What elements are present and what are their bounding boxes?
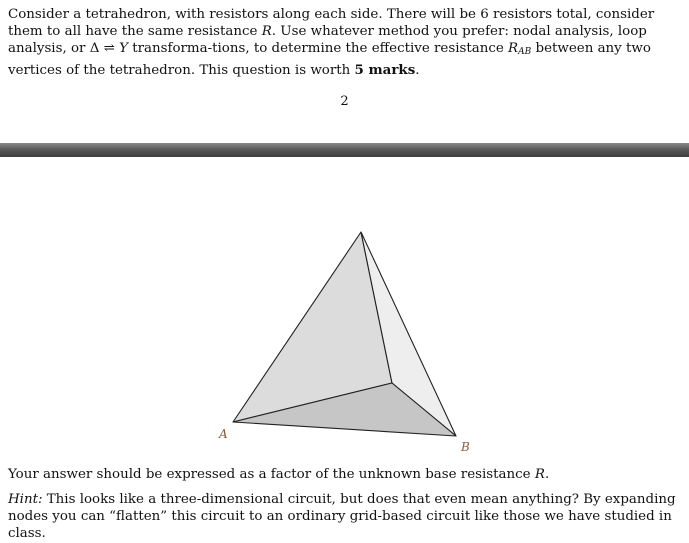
intro-text: Consider a tetrahedron, with resistors along each side. There will be 6 resistors total, consider them to all have the same resistance <box>8 7 655 40</box>
symbol-r-ab <box>508 41 531 56</box>
vertex-b-label: B <box>461 440 470 454</box>
page-break-divider <box>0 143 689 157</box>
intro-text-transform: transforma-tions, to determine the effective resistance <box>127 41 509 57</box>
answer-end: . <box>544 467 550 482</box>
answer-text: Your answer should be expressed as a factor of the unknown base resistance <box>8 467 535 482</box>
symbol-y: Y <box>119 41 128 57</box>
tetrahedron-figure <box>0 160 689 460</box>
problem-statement <box>8 6 680 79</box>
hint-text: This looks like a three-dimensional circuit, but does that even mean anything? By expanding nodes you can “flatten” this circuit to an ordinary grid-based circuit like those we have studied in class. <box>8 492 676 542</box>
intro-text-end: . <box>415 62 420 78</box>
intro-text-methods: . Use whatever method you prefer: nodal analysis, loop analysis, or <box>8 24 647 57</box>
hint-paragraph <box>8 491 680 543</box>
answer-instruction <box>8 466 680 483</box>
symbol-arrows: ⇌ <box>103 41 115 57</box>
symbol-r: R <box>261 24 272 40</box>
marks-value: 5 marks <box>354 61 416 78</box>
symbol-r-ab-main: R <box>508 41 519 57</box>
symbol-r-ab-sub: AB <box>518 47 532 58</box>
symbol-delta: Δ <box>89 41 100 57</box>
page-number: 2 <box>340 94 349 109</box>
hint-label: Hint: <box>8 492 43 507</box>
intro-text-between: between any two vertices of the tetrahedron. This question is worth <box>8 41 651 78</box>
answer-symbol-r: R <box>534 467 545 482</box>
vertex-a-label: A <box>219 427 228 441</box>
